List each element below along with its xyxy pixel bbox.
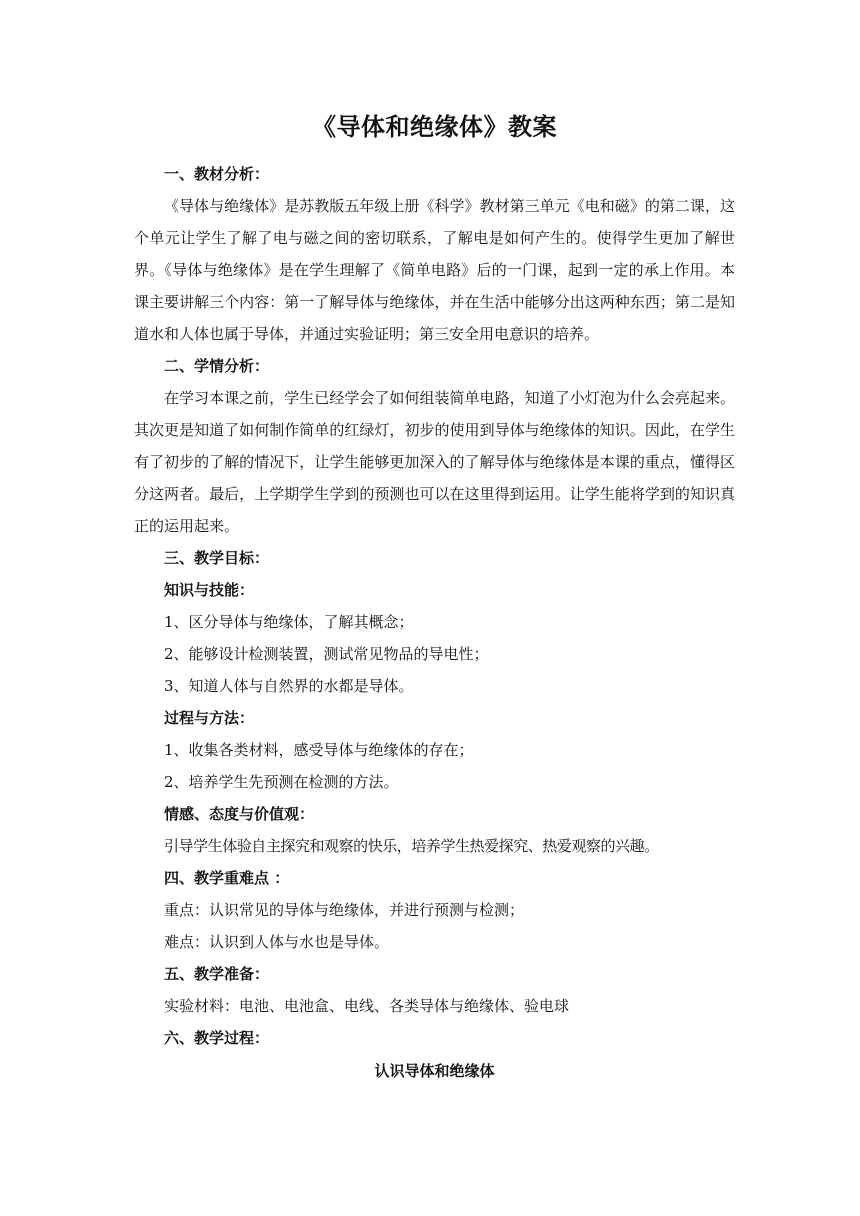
list-item: 难点：认识到人体与水也是导体。: [164, 933, 390, 951]
section-preparation: [134, 958, 735, 1022]
list-item: 2、能够设计检测装置，测试常见物品的导电性；: [164, 645, 489, 663]
list-item: 1、收集各类材料，感受导体与绝缘体的存在；: [164, 741, 474, 759]
section-heading: 五、教学准备：: [164, 965, 270, 983]
section-key-difficult-points: [134, 862, 735, 958]
list-item: 1、区分导体与绝缘体，了解其概念；: [164, 613, 414, 631]
section-heading: 一、教材分析：: [164, 165, 270, 183]
section-heading: 二、学情分析：: [164, 357, 270, 375]
list-item: 3、知道人体与自然界的水都是导体。: [164, 677, 414, 695]
section-student-analysis: [134, 350, 735, 542]
list-item: 2、培养学生先预测在检测的方法。: [164, 773, 399, 791]
subsection-heading-knowledge-skills: 知识与技能：: [164, 581, 255, 599]
document-content: [134, 108, 735, 1088]
section-teaching-goals: [134, 542, 735, 862]
section-paragraph: 《导体与绝缘体》是苏教版五年级上册《科学》教材第三单元《电和磁》的第二课，这个单元让学生了解了电与磁之间的密切联系，了解电是如何产生的。使得学生更加了解世界。《导体与绝缘体》是在学生理解了《简单电路》后的一门课，起到一定的承上作用。本课主要讲解三个内容：第一了解导体与绝缘体，并在生活中能够分出这两种东西；第二是知道水和人体也属于导体，并通过实验证明；第三安全用电意识的培养。: [134, 197, 735, 343]
section-textbook-analysis: [134, 158, 735, 350]
section-heading: 三、教学目标：: [164, 549, 270, 567]
section-heading: 六、教学过程：: [164, 1029, 270, 1047]
list-item: 重点：认识常见的导体与绝缘体，并进行预测与检测；: [164, 901, 525, 919]
section-teaching-process: [134, 1022, 735, 1088]
section-heading: 四、教学重难点 ：: [164, 869, 290, 887]
process-center-heading: 认识导体和绝缘体: [374, 1062, 495, 1080]
list-item: 实验材料：电池、电池盒、电线、各类导体与绝缘体、验电球: [164, 997, 570, 1015]
subsection-heading-emotion-values: 情感、态度与价值观：: [164, 805, 315, 823]
list-item: 引导学生体验自主探究和观察的快乐，培养学生热爱探究、热爱观察的兴趣。: [164, 837, 659, 855]
section-paragraph: 在学习本课之前，学生已经学会了如何组装简单电路，知道了小灯泡为什么会亮起来。其次更是知道了如何制作简单的红绿灯，初步的使用到导体与绝缘体的知识。因此，在学生有了初步的了解的情况下，让学生能够更加深入的了解导体与绝缘体是本课的重点，懂得区分这两者。最后，上学期学生学到的预测也可以在这里得到运用。让学生能将学到的知识真正的运用起来。: [134, 389, 735, 535]
subsection-heading-process-methods: 过程与方法：: [164, 709, 255, 727]
document-title: 《导体和绝缘体》教案: [312, 113, 557, 141]
